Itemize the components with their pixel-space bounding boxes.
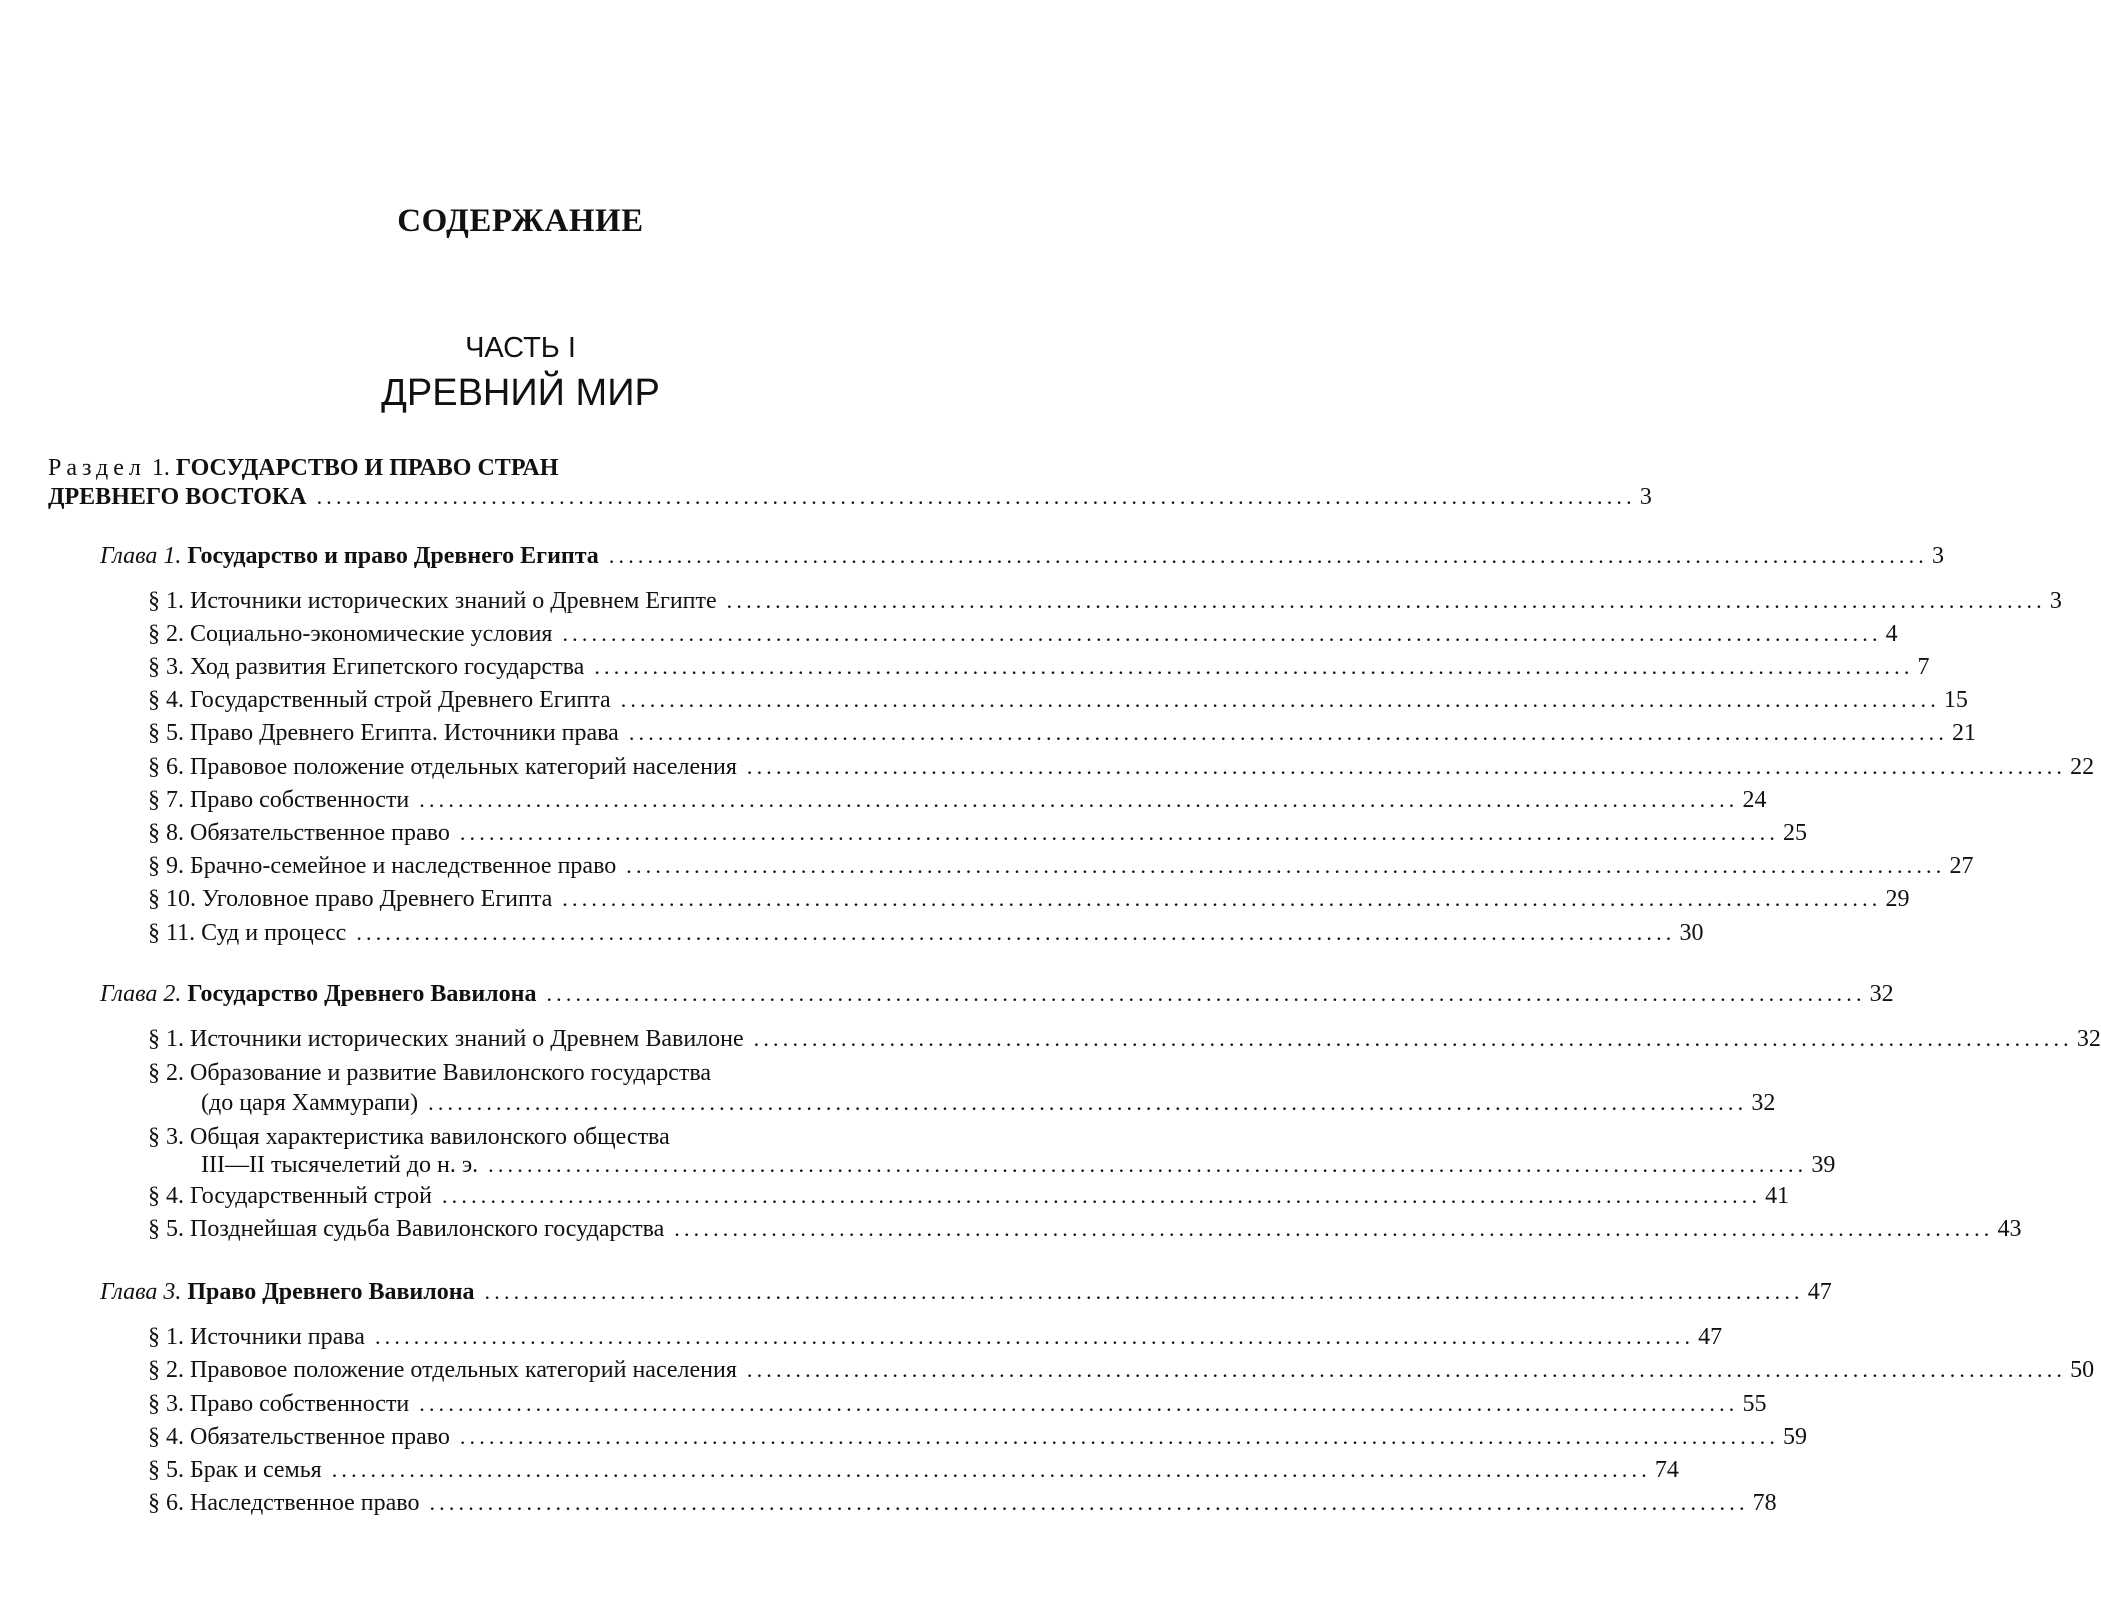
entry-title: § 4. Государственный строй [148,1183,432,1209]
toc-entry[interactable] [148,816,1808,850]
toc-entry[interactable] [148,1022,2101,1056]
section-title-line2: ДРЕВНЕГО ВОСТОКА [48,484,307,510]
dot-leader: ........................................................................................................................................ [374,1324,1695,1349]
page-number: 4 [1885,621,1898,647]
dot-leader: ........................................................................................................................................ [726,588,2046,613]
section-heading-line2[interactable] [48,480,1652,514]
entry-title: § 5. Брак и семья [148,1457,322,1483]
toc-entry[interactable] [148,1453,1679,1487]
dot-leader: ........................................................................................................................................ [419,1391,1739,1416]
page-number: 47 [1698,1324,1723,1350]
page-number: 32 [1869,981,1894,1007]
chapter-entry[interactable] [100,977,1894,1011]
page-number: 50 [2070,1357,2095,1383]
entry-title-line2: (до царя Хаммурапи) [201,1090,419,1116]
entry-title-line1: § 2. Образование и развитие Вавилонского государства [148,1060,712,1086]
chapter-prefix: Глава [100,1279,158,1305]
toc-entry[interactable] [201,1148,1836,1182]
toc-entry[interactable] [148,1212,2022,1246]
part-title: ДРЕВНИЙ МИР [381,372,660,414]
part-label: ЧАСТЬ I [465,332,576,364]
entry-title: § 11. Суд и процесс [148,920,347,946]
page-number: 78 [1752,1490,1777,1516]
toc-entry[interactable] [148,750,2095,784]
dot-leader: ........................................................................................................................................ [316,484,1636,509]
page-number: 3 [1932,543,1945,569]
toc-entry[interactable] [148,584,2062,618]
entry-title: § 9. Брачно-семейное и наследственное право [148,853,617,879]
dot-leader: ........................................................................................................................................ [484,1279,1804,1304]
toc-entry[interactable] [148,1179,1790,1213]
dot-leader: ........................................................................................................................................ [488,1152,1808,1177]
chapter-number: 3. [163,1279,182,1305]
entry-title: § 10. Уголовное право Древнего Египта [148,886,553,912]
chapter-number: 2. [163,981,182,1007]
page-number: 41 [1765,1183,1790,1209]
page-number: 59 [1783,1424,1808,1450]
entry-title: § 3. Ход развития Египетского государства [148,654,585,680]
dot-leader: ........................................................................................................................................ [628,720,1949,745]
section-number: 1. [151,455,170,481]
entry-title: § 3. Право собственности [148,1391,410,1417]
toc-entry[interactable] [148,617,1898,651]
page-number: 7 [1917,654,1930,680]
dot-leader: ........................................................................................................................................ [753,1026,2073,1051]
dot-leader: ........................................................................................................................................ [429,1490,1749,1515]
entry-title: § 2. Правовое положение отдельных категорий населения [148,1357,737,1383]
page-title: СОДЕРЖАНИЕ [397,203,644,239]
entry-title: § 1. Источники исторических знаний о Древнем Вавилоне [148,1026,744,1052]
toc-entry[interactable] [148,650,1930,684]
entry-title: § 5. Право Древнего Египта. Источники права [148,720,619,746]
toc-entry[interactable] [148,716,1977,750]
dot-leader: ........................................................................................................................................ [459,1424,1780,1449]
toc-entry[interactable] [148,916,1704,950]
chapter-title: Государство и право Древнего Египта [187,543,599,569]
page-number: 39 [1811,1152,1836,1178]
dot-leader: ........................................................................................................................................ [674,1216,1994,1241]
page-number: 3 [1639,484,1652,510]
entry-title: § 7. Право собственности [148,787,410,813]
chapter-title: Государство Древнего Вавилона [187,981,537,1007]
dot-leader: ........................................................................................................................................ [356,920,1676,945]
dot-leader: ........................................................................................................................................ [626,853,1946,878]
page-number: 22 [2070,754,2095,780]
entry-title: § 2. Социально-экономические условия [148,621,553,647]
toc-entry[interactable] [148,882,1910,916]
chapter-number: 1. [163,543,182,569]
toc-entry[interactable] [148,1320,1723,1354]
dot-leader: ........................................................................................................................................ [620,687,1940,712]
chapter-entry[interactable] [100,1275,1832,1309]
page-number: 47 [1807,1279,1832,1305]
entry-title: § 4. Государственный строй Древнего Египта [148,687,611,713]
chapter-entry[interactable] [100,539,1945,573]
page-number: 43 [1997,1216,2022,1242]
toc-entry[interactable] [148,1353,2095,1387]
page-number: 32 [2076,1026,2101,1052]
page-number: 32 [1751,1090,1776,1116]
entry-title: § 1. Источники исторических знаний о Древнем Египте [148,588,717,614]
page-number: 27 [1949,853,1974,879]
page-number: 15 [1943,687,1968,713]
chapter-title: Право Древнего Вавилона [187,1279,475,1305]
entry-title: § 8. Обязательственное право [148,820,450,846]
toc-entry[interactable] [148,783,1767,817]
chapter-prefix: Глава [100,981,158,1007]
dot-leader: ........................................................................................................................................ [746,1357,2067,1382]
entry-title: § 6. Правовое положение отдельных категорий населения [148,754,737,780]
page-number: 3 [2049,588,2062,614]
page-number: 30 [1679,920,1704,946]
page-number: 74 [1654,1457,1679,1483]
entry-title: § 4. Обязательственное право [148,1424,450,1450]
toc-entry[interactable] [148,849,1974,883]
page-number: 24 [1742,787,1767,813]
dot-leader: ........................................................................................................................................ [608,543,1929,568]
entry-title-line1: § 3. Общая характеристика вавилонского общества [148,1124,670,1150]
entry-title: § 5. Позднейшая судьба Вавилонского государства [148,1216,665,1242]
entry-title: § 1. Источники права [148,1324,365,1350]
dot-leader: ........................................................................................................................................ [419,787,1739,812]
page-number: 21 [1952,720,1977,746]
page-number: 55 [1742,1391,1767,1417]
toc-entry[interactable] [148,1387,1767,1421]
dot-leader: ........................................................................................................................................ [459,820,1780,845]
chapter-prefix: Глава [100,543,158,569]
section-title-line1: ГОСУДАРСТВО И ПРАВО СТРАН [175,455,559,481]
section-prefix: Раздел [48,455,146,481]
page-number: 25 [1783,820,1808,846]
dot-leader: ........................................................................................................................................ [546,981,1866,1006]
toc-entry[interactable] [148,1420,1808,1454]
dot-leader: ........................................................................................................................................ [562,621,1882,646]
dot-leader: ........................................................................................................................................ [441,1183,1762,1208]
entry-title: § 6. Наследственное право [148,1490,420,1516]
dot-leader: ........................................................................................................................................ [562,886,1882,911]
toc-entry[interactable] [148,1486,1777,1520]
dot-leader: ........................................................................................................................................ [746,754,2067,779]
dot-leader: ........................................................................................................................................ [331,1457,1651,1482]
dot-leader: ........................................................................................................................................ [428,1090,1748,1115]
page-number: 29 [1885,886,1910,912]
toc-entry[interactable] [148,683,1968,717]
entry-title-line2: III—II тысячелетий до н. э. [201,1152,479,1178]
dot-leader: ........................................................................................................................................ [594,654,1914,679]
toc-entry[interactable] [201,1086,1776,1120]
